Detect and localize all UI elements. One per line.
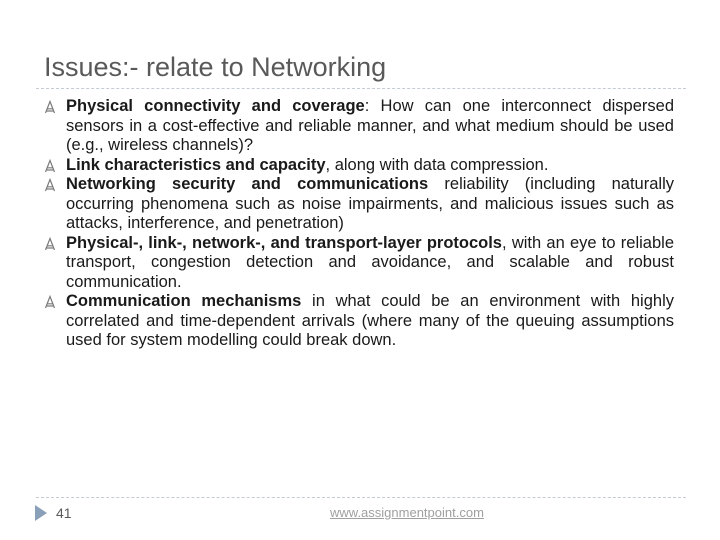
bullet-text: : How can one interconnect dispersed sensors in a cost-effective and reliable manner, and what medium should be used (e.g., wireless channels)? — [66, 97, 674, 154]
bullet-item — [44, 156, 674, 176]
bullet-item — [44, 234, 674, 293]
stylized-a-bullet-icon — [44, 295, 56, 309]
footer-divider — [36, 497, 686, 498]
page-number: 41 — [56, 505, 72, 521]
bullet-item — [44, 175, 674, 234]
stylized-a-bullet-icon — [44, 178, 56, 192]
bullet-text: in what could be an environment with highly correlated and time-dependent arrivals (where many of the queuing assumptions used for system modelling could break down. — [66, 292, 674, 349]
bullet-lead: Link characteristics and capacity — [66, 155, 326, 174]
bullet-text: , with an eye to reliable transport, congestion detection and avoidance, and scalable and robust communication. — [66, 233, 674, 291]
footer-website-link[interactable]: www.assignmentpoint.com — [330, 505, 484, 520]
bullet-item — [44, 292, 674, 351]
stylized-a-bullet-icon — [44, 100, 56, 114]
bullet-lead: Physical-, link-, network-, and transport-layer protocols — [66, 233, 502, 252]
bullet-lead: Physical connectivity and coverage — [66, 97, 365, 115]
slide-title: Issues:- relate to Networking — [44, 52, 387, 82]
title-divider — [36, 88, 686, 89]
page-marker-triangle-icon — [35, 505, 47, 521]
stylized-a-bullet-icon — [44, 237, 56, 251]
bullet-text: reliability (including naturally occurring phenomena such as noise impairments, and malicious issues such as attacks, interference, and penetration) — [66, 175, 674, 232]
bullet-lead: Communication mechanisms — [66, 292, 302, 310]
bullet-item — [44, 97, 674, 156]
stylized-a-bullet-icon — [44, 159, 56, 173]
bullet-lead: Networking security and communications — [66, 175, 429, 193]
bullet-text: , along with data compression. — [325, 155, 549, 174]
bullet-list — [44, 97, 674, 351]
